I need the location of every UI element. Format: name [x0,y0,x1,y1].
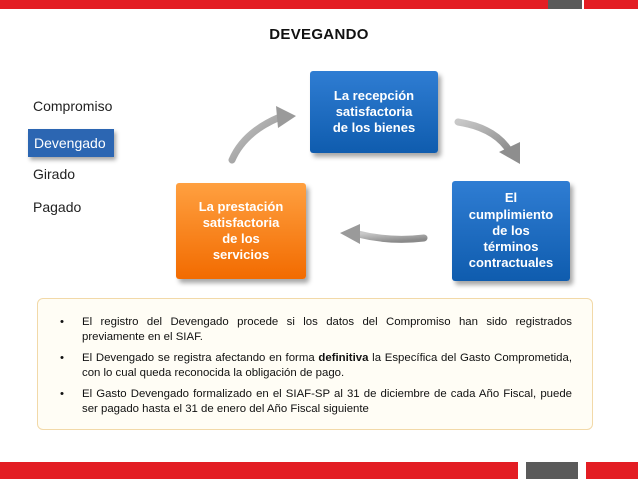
node-cumplimiento-line: El [504,190,518,206]
list-item-text-post: la Específica del Gasto Comprometida, con lo cual queda reconocida la obligación de pago. [82,352,572,379]
curved-arrow-icon [458,122,520,164]
list-item-text: El registro del Devengado procede si los datos del Compromiso han sido registrados previamente en el SIAF. [82,316,572,343]
node-recepcion-line: satisfactoria [335,103,413,119]
page-title: DEVEGANDO [269,26,369,43]
top-bar-red [0,0,548,9]
bottom-bar-red [0,462,518,479]
list-item-text: El Gasto Devengado formalizado en el SIAF-SP al 31 de diciembre de cada Año Fiscal, puede ser pagado hasta el 31 de enero del Año Fiscal siguiente [82,388,572,415]
node-prestacion-line: satisfactoria [202,214,280,230]
node-cumplimiento-line: términos [483,239,539,255]
bullet-icon: • [60,316,64,328]
node-cumplimiento-line: de los [492,222,530,238]
info-box [37,298,593,430]
list-item [60,351,572,381]
top-bar-gray [548,0,582,9]
node-cumplimiento [452,181,570,281]
stage-girado: Girado [33,166,76,182]
info-list [60,315,572,417]
stage-pagado: Pagado [33,199,82,215]
bottom-bar-gray [526,462,578,479]
stage-devengado: Devengado [28,129,114,157]
bullet-icon: • [60,388,64,400]
node-cumplimiento-line: contractuales [468,255,554,271]
node-cumplimiento-line: cumplimiento [468,206,554,222]
node-prestacion-line: servicios [212,247,270,263]
node-prestacion [176,183,306,279]
bullet-icon: • [60,352,64,364]
list-item-text-pre: El Devengado se registra afectando en forma [82,352,319,364]
bottom-bar [0,462,638,479]
stage-compromiso: Compromiso [33,98,113,114]
list-item-text-bold: definitiva [318,352,369,364]
top-bar [0,0,638,9]
bottom-bar-red-right [586,462,638,479]
list-item [60,387,572,417]
node-prestacion-line: de los [222,231,260,246]
list-item [60,315,572,345]
node-recepcion [310,71,438,153]
node-prestacion-line: La prestación [198,198,284,214]
node-recepcion-line: La recepción [333,87,415,103]
curved-arrow-icon [340,224,424,244]
curved-arrow-icon [232,106,296,160]
top-bar-red-right [584,0,638,9]
node-recepcion-line: de los bienes [332,120,416,136]
